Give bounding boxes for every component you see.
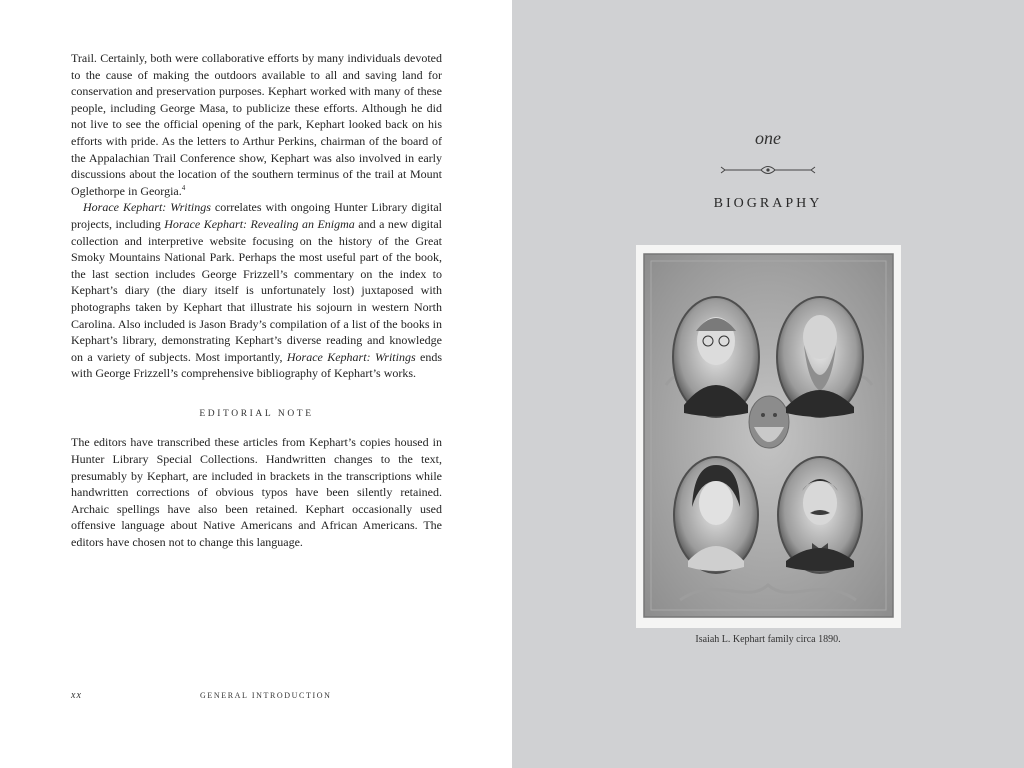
- portrait-young-woman: [674, 457, 758, 573]
- portrait-mother: [673, 297, 759, 417]
- family-photograph: [636, 245, 901, 628]
- chapter-number: one: [755, 128, 781, 148]
- ornament-divider: [719, 160, 817, 180]
- photo-illustration: [636, 245, 901, 628]
- photo-caption: Isaiah L. Kephart family circa 1890.: [695, 634, 841, 645]
- section-heading-editorial-note: EDITORIAL NOTE: [199, 408, 314, 419]
- chapter-title: BIOGRAPHY: [713, 196, 823, 211]
- paragraph-trail: Trail. Certainly, both were collaborative efforts by many individuals devoted to the cause of making the outdoors available to all and saving land for conservation and preservation purposes. Kephart worked with many of these people, including George Masa, to publicize these efforts. Although he did not live to see the official opening of the park, Kephart looked back on his efforts with pride. As the letters to Arthur Perkins, chairman of the board of the Appalachian Trail Conference show, Kephart was also involved in early discussions about the location of the southern terminus of the trail at Mount Oglethorpe in Georgia.$^4$: [71, 51, 442, 198]
- right-page: [512, 0, 1024, 768]
- page-number: xx: [71, 690, 82, 701]
- footnote-marker[interactable]: 4: [181, 183, 186, 192]
- portrait-father: [777, 297, 863, 417]
- running-footer: GENERAL INTRODUCTION: [200, 691, 332, 700]
- body-text: [71, 50, 442, 551]
- portrait-young-man: [778, 457, 862, 573]
- paragraph-writings: Horace Kephart: Writings correlates with ongoing Hunter Library digital projects, including Horace Kephart: Revealing an Enigma and a new digital collection and interpretive website focusing on the history of the Great Smoky Mountains National Park. Perhaps the most useful part of the book, the last section includes George Frizzell’s commentary on the index to Kephart’s diary (the diary itself is unfortunately lost) juxtaposed with photographs taken by Kephart that illustrate his sojourn in western North Carolina. Also included is Jason Brady’s compilation of a list of the books in Kephart’s library, demonstrating Kephart’s diverse reading and knowledge on a variety of subjects. Most importantly, Horace Kephart: Writings ends with George Frizzell’s comprehensive bibliography of Kephart’s works.: [71, 200, 443, 381]
- paragraph-editorial-note: The editors have transcribed these articles from Kephart’s copies housed in Hunter Library Special Collections. Handwritten changes to the text, presumably by Kephart, are included in brackets in the transcriptions while handwritten corrections of obvious typos have been silently retained. Archaic spellings have also been retained. Kephart occasionally used offensive language about Native Americans and African Americans. The editors have chosen not to change this language.: [71, 435, 442, 550]
